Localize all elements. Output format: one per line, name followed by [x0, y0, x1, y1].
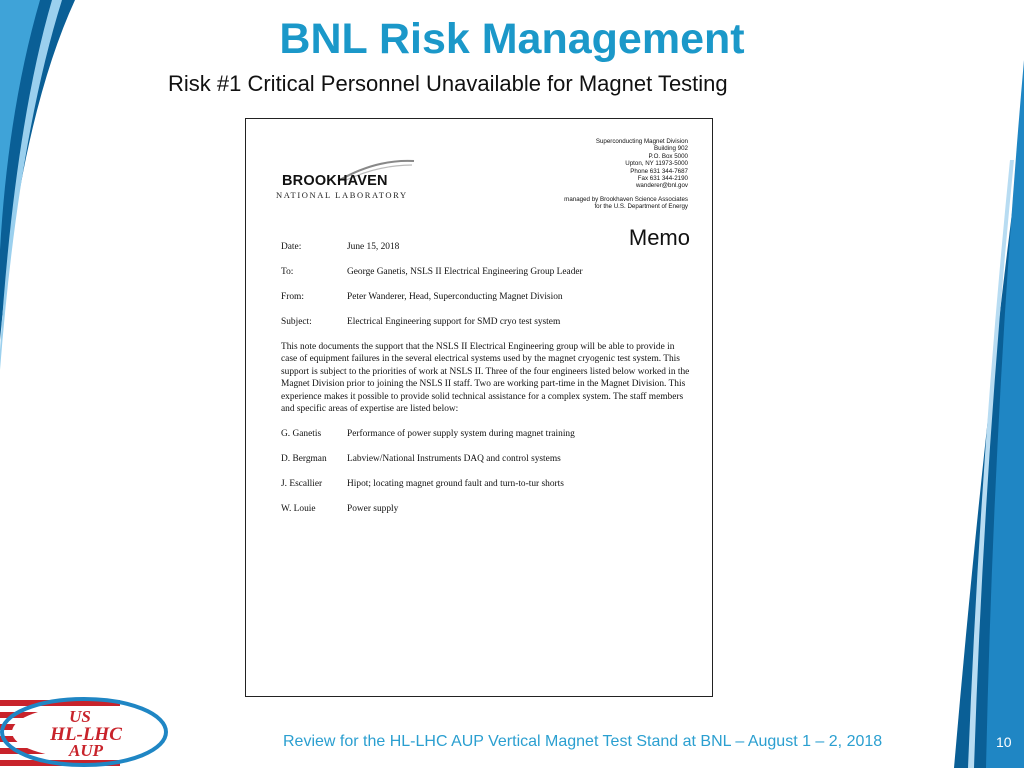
- logo-aup-text: AUP: [69, 741, 103, 760]
- letterhead-line: Building 902: [653, 145, 688, 153]
- slide-subtitle: Risk #1 Critical Personnel Unavailable for Magnet Testing: [168, 71, 728, 96]
- field-label: Date:: [281, 242, 302, 252]
- staff-area: Power supply: [347, 503, 399, 514]
- letterhead-line: Superconducting Magnet Division: [595, 138, 688, 145]
- field-value: Electrical Engineering support for SMD cryo test system: [347, 317, 561, 327]
- memo-field-date: [281, 241, 691, 253]
- letterhead-line: Fax 631 344-2190: [637, 175, 688, 183]
- logo-subtitle: NATIONAL LABORATORY: [276, 190, 408, 200]
- field-label: Subject:: [281, 317, 312, 327]
- staff-row: [281, 428, 691, 440]
- field-value: Peter Wanderer, Head, Superconducting Magnet Division: [347, 292, 563, 302]
- letterhead-email: wanderer@bnl.gov: [635, 182, 688, 190]
- slide-title: BNL Risk Management: [279, 15, 745, 63]
- field-value: June 15, 2018: [347, 242, 400, 252]
- logo-name: BROOKHAVEN: [282, 173, 388, 189]
- logo-hl-lhc-text: HL-LHC: [50, 724, 122, 745]
- memo-field-from: [281, 291, 691, 303]
- letterhead-line: for the U.S. Department of Energy: [594, 203, 688, 211]
- letterhead-line: Phone 631 344-7687: [630, 167, 688, 175]
- memo-heading: Memo: [628, 225, 690, 250]
- staff-row: [281, 478, 691, 490]
- brookhaven-logo: [276, 157, 426, 207]
- us-hl-lhc-aup-logo: [0, 694, 168, 768]
- memo-body: [281, 241, 691, 528]
- field-value: George Ganetis, NSLS II Electrical Engineering Group Leader: [347, 267, 583, 277]
- staff-area: Performance of power supply system during magnet training: [347, 428, 575, 439]
- slide-footer: Review for the HL-LHC AUP Vertical Magnet Test Stand at BNL – August 1 – 2, 2018: [283, 733, 883, 750]
- letterhead-line: P.O. Box 5000: [648, 152, 688, 160]
- memo-field-to: [281, 266, 691, 278]
- staff-name: W. Louie: [281, 503, 316, 514]
- staff-row: [281, 453, 691, 465]
- staff-name: D. Bergman: [281, 453, 327, 464]
- letterhead: [564, 138, 688, 211]
- staff-row: [281, 503, 691, 515]
- page-number: 10: [996, 734, 1012, 750]
- field-label: To:: [281, 267, 294, 277]
- staff-area: Labview/National Instruments DAQ and control systems: [347, 453, 561, 464]
- memo-document: [245, 118, 713, 697]
- letterhead-line: managed by Brookhaven Science Associates: [564, 195, 688, 203]
- staff-area: Hipot; locating magnet ground fault and turn-to-tur shorts: [347, 478, 564, 489]
- right-decoration: [884, 0, 1024, 768]
- field-label: From:: [281, 292, 304, 302]
- staff-name: J. Escallier: [281, 478, 323, 489]
- logo-us-text: US: [69, 707, 91, 726]
- memo-field-subject: [281, 316, 691, 328]
- letterhead-line: Upton, NY 11973-5000: [625, 160, 688, 168]
- staff-name: G. Ganetis: [281, 428, 322, 439]
- memo-paragraph: This note documents the support that the NSLS II Electrical Engineering group will be able to provide in case of equipment failures in the several electrical systems used by the magnet cryogenic test system. This support is subject to the priorities of work at NSLS II. Three of the four engineers listed below worked in the Magnet Division prior to joining the NSLS II staff. Two are working part-time in the Magnet Division. This experience makes it possible to provide solid technical assistance for a complex system. The staff members and specific areas of expertise are listed below:: [281, 342, 690, 415]
